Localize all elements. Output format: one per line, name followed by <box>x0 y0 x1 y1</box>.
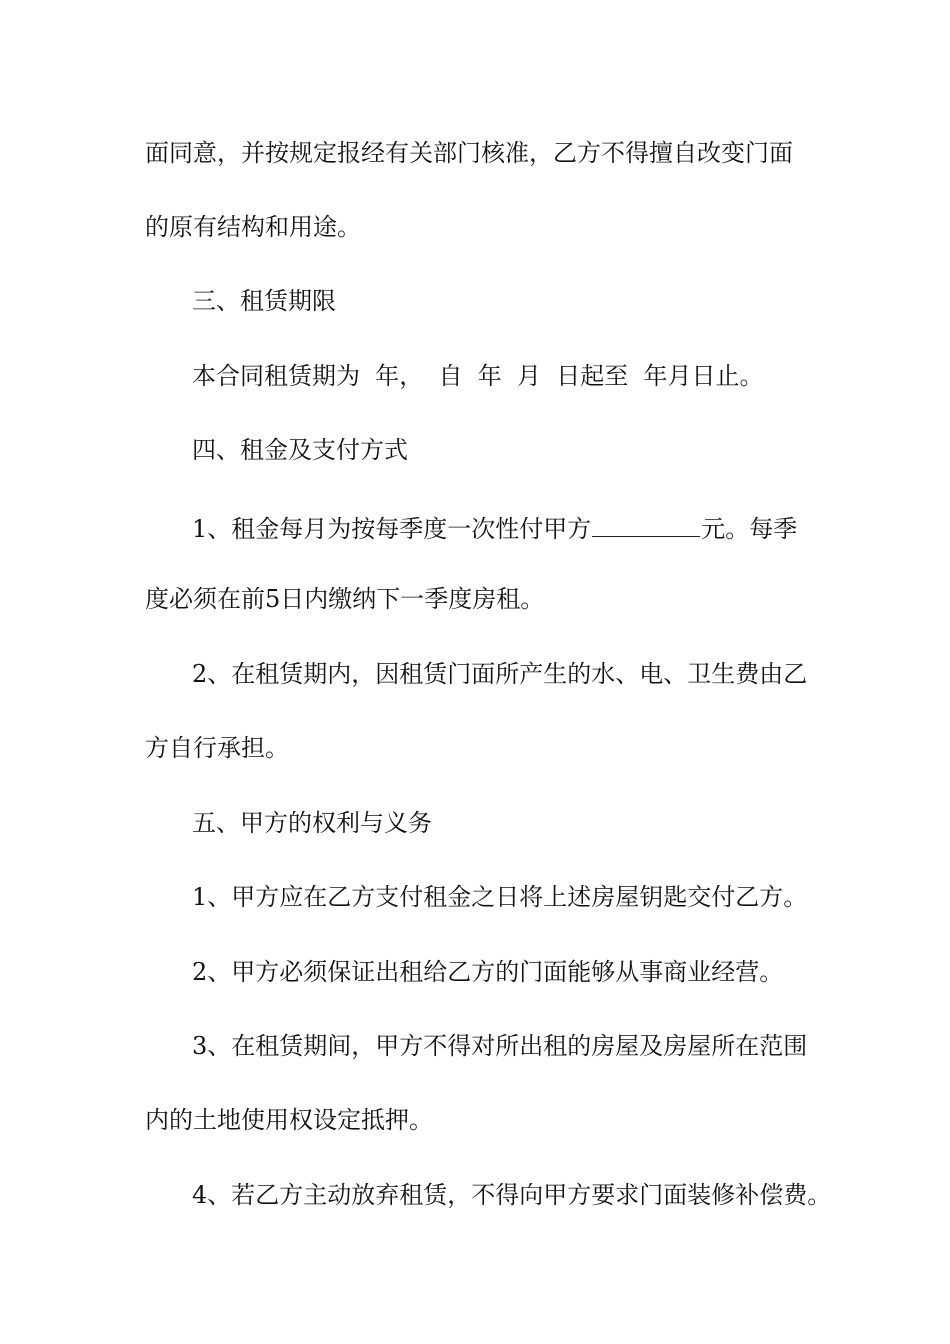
text-line: 2、在租赁期内，因租赁门面所产生的水、电、卫生费由乙 <box>192 660 808 688</box>
text-line: 1、甲方应在乙方支付租金之日将上述房屋钥匙交付乙方。 <box>192 883 808 911</box>
text-line-with-blank <box>0 510 950 544</box>
text-segment: 1、租金每月为按每季度一次性付甲方 <box>192 515 592 543</box>
section-heading: 四、租金及支付方式 <box>192 436 408 464</box>
text-line: 3、在租赁期间，甲方不得对所出租的房屋及房屋所在范围 <box>192 1032 808 1060</box>
section-heading: 三、租赁期限 <box>192 287 336 315</box>
text-line: 度必须在前5日内缴纳下一季度房租。 <box>145 585 545 613</box>
text-line: 2、甲方必须保证出租给乙方的门面能够从事商业经营。 <box>192 958 784 986</box>
text-line: 的原有结构和用途。 <box>145 213 361 241</box>
text-line: 内的土地使用权设定抵押。 <box>145 1106 433 1134</box>
text-line: 方自行承担。 <box>145 734 289 762</box>
text-line: 4、若乙方主动放弃租赁，不得向甲方要求门面装修补偿费。 <box>192 1181 832 1209</box>
text-line: 面同意，并按规定报经有关部门核准，乙方不得擅自改变门面 <box>145 139 793 167</box>
section-heading: 五、甲方的权利与义务 <box>192 809 432 837</box>
fill-in-blank <box>592 510 700 537</box>
text-segment: 元。每季 <box>701 515 798 543</box>
text-line: 本合同租赁期为 年， 自 年 月 日起至 年月日止。 <box>192 362 764 390</box>
